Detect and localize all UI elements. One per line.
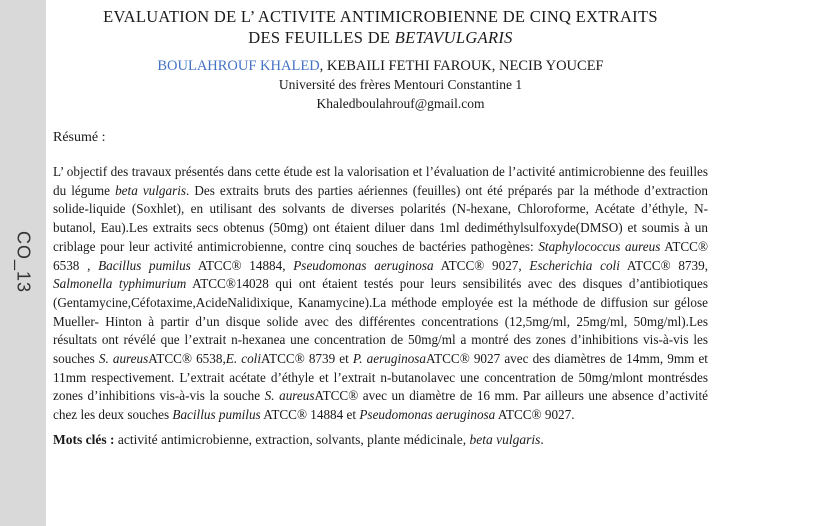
species-name: Bacillus pumilus [98, 257, 191, 273]
species-name: E. coli [225, 351, 261, 367]
abstract-text: ATCC® 6538, [148, 351, 226, 367]
abstract-text: ATCC® 14884 et [260, 407, 360, 423]
other-authors: , KEBAILI FETHI FAROUK, NECIB YOUCEF [319, 58, 604, 74]
keywords-label: Mots clés : [53, 431, 115, 447]
abstract-text: ATCC® avec un diamètre de 16 mm. Par ailleurs une absence d’activité chez les deux souches [53, 388, 709, 423]
paper-code-label: CO_13 [13, 230, 34, 294]
species-name: S. aureus [264, 388, 315, 404]
species-name: Pseudomonas aeruginosa [359, 407, 496, 423]
species-name: beta vulgaris [115, 182, 187, 198]
abstract-text: ATCC® 9027. [495, 407, 575, 423]
paper-content [53, 0, 708, 449]
species-name: S. aureus [98, 351, 149, 367]
title-line-1: EVALUATION DE L’ ACTIVITE ANTIMICROBIENNE DE CINQ EXTRAITS [103, 7, 658, 26]
author-list [53, 57, 708, 75]
species-name: Staphylococcus aureus [538, 238, 661, 254]
species-name: P. aeruginosa [352, 351, 427, 367]
title-line-2 [53, 27, 708, 48]
abstract-text: ATCC® 8739 et [261, 351, 353, 367]
keywords-species: beta vulgaris [469, 431, 541, 447]
title-line-2-prefix: DES FEUILLES DE [248, 28, 395, 47]
species-name: Escherichia coli [529, 257, 620, 273]
title-species: BETAVULGARIS [394, 28, 513, 47]
abstract-text: . Des extraits bruts des parties aériennes (feuilles) ont été préparés par la méthode d’extraction solide-liquide (Soxhlet), en utilisant des solvants de diverses polarités (N-hexane, Chloroforme, Acétate d’éthyle, N-butanol, Eau).Les extraits secs obtenus (50mg) ont étaient diluer dans 1ml dediméthylsulfoxyde(DMSO) et soumis à un criblage pour leur activité antimicrobienne, contre cinq souches de bactéries pathogènes: [53, 182, 708, 254]
abstract-text: ATCC®14028 qui ont étaient testés pour leurs sensibilités avec des disques d’antibiotiques (Gentamycine,Céfotaxime,AcideNalidixique, Kanamycine).La méthode employée est la méthode de diffusion sur gélose Mueller- Hinton à partir d’un disque solide avec des différentes concentrations (12,5mg/ml, 25mg/ml, 50mg/ml).Les résultats ont révélé que l’extrait n-hexanea une concentration de 50mg/ml a montré des zones d’inhibitions vis-à-vis les souches [53, 276, 708, 367]
abstract-text: ATCC® 9027, [433, 257, 530, 273]
species-name: Pseudomonas aeruginosa [293, 257, 434, 273]
keywords-end: . [540, 431, 544, 447]
species-name: Bacillus pumilus [172, 407, 261, 423]
resume-heading: Résumé : [53, 130, 106, 145]
affiliation-university: Université des frères Mentouri Constantine 1 [278, 77, 523, 92]
abstract-text: ATCC® 14884, [190, 257, 294, 273]
author-email: Khaledboulahrouf@gmail.com [316, 96, 485, 111]
abstract-text: ATCC® 8739, [619, 257, 708, 273]
species-name: Salmonella typhimurium [53, 276, 187, 292]
abstract-text: ATCC® 6538 , [53, 238, 708, 273]
abstract-text: ATCC® 9027 avec des diamètres de 14mm, 9mm et 11mm respectivement. L’extrait acétate d’éthyle et l’extrait n-butanolavec une concentration de 50mg/mlont montrésdes zones d’inhibitions vis-à-vis la souche [53, 351, 708, 404]
abstract-body [53, 163, 708, 425]
keywords-text: activité antimicrobienne, extraction, solvants, plante médicinale, [114, 431, 470, 447]
left-margin-bar [0, 0, 46, 526]
keywords [53, 431, 708, 449]
paper-title [53, 6, 708, 48]
first-author: BOULAHROUF KHALED [157, 58, 320, 74]
abstract-text: L’ objectif des travaux présentés dans cette étude est la valorisation et l’évaluation de l’activité antimicrobienne des feuilles du légume [53, 164, 708, 198]
